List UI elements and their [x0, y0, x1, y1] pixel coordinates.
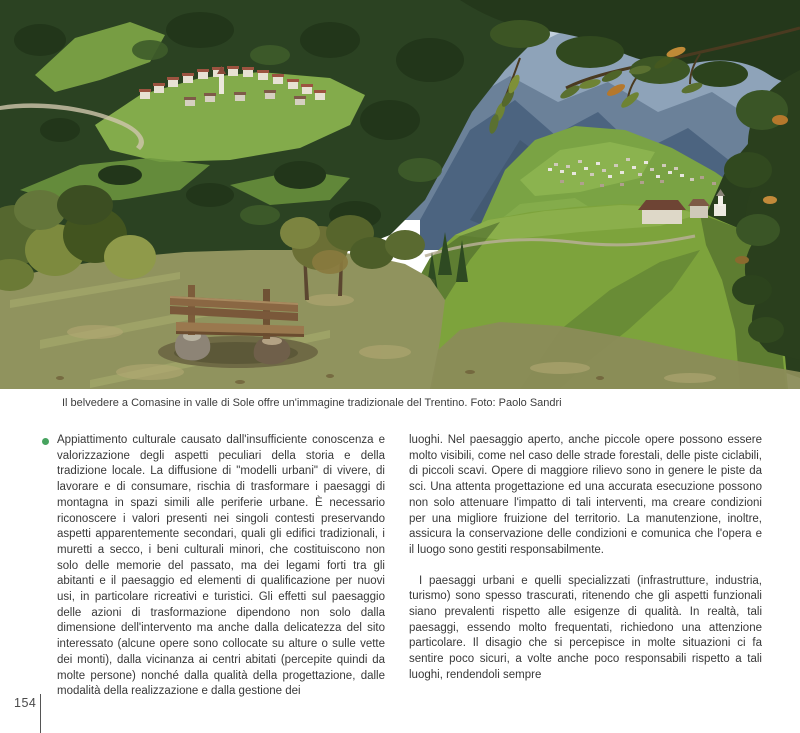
paragraph-open-landscape: luoghi. Nel paesaggio aperto, anche piccole opere possono essere molto visibili, come nel caso delle strade forestali, delle piste ciclabili, di piccoli scavi. Opere di maggiore rilievo sono in genere le piste da sci. Una attenta progettazione ed una accurata esecuzione possono non solo attenuare l'impatto di tali interventi, ma creare condizioni per una migliore fruizione del territorio. La manutenzione, inoltre, assicura la conservazione delle condizioni e comunica che l'opera e il luogo sono gestiti responsabilmente. — [409, 434, 762, 556]
left-column — [42, 433, 385, 700]
right-column — [409, 433, 762, 684]
bullet-icon — [42, 438, 49, 445]
photo-caption: Il belvedere a Comasine in valle di Sole offre un'immagine tradizionale del Trentino. Foto: Paolo Sandri — [62, 397, 562, 409]
bullet-item-text: Appiattimento culturale causato dall'insufficiente conoscenza e valorizzazione degli aspetti peculiari della storia e della tradizione locale. La diffusione di "modelli urbani" di vivere, di lavorare e di consumare, rischia di trasformare i paesaggi di montagna in spazi simili alle periferie urbane. È necessario riconoscere i valori presenti nei singoli contesti preservando aspetti apparentemente secondari, quali gli edifici tradizionali, i muretti a secco, i beni culturali minori, che costituiscono non solo delle memorie del passato, ma dei legami forti tra gli abitanti e il paesaggio ed elementi di qualificazione per nuovi usi, in particolare ricreativi e turistici. Gli effetti sul paesaggio delle azioni di trasformazione dipendono non solo dalla dimensione dell'intervento ma anche dalla delicatezza del sito interessato (alcune opere sono collocate su alture o sulle vette dei monti), dalla vicinanza ai centri abitati (percepite quindi da molte persone) nonché dalla qualità della progettazione, dalle modalità della realizzazione e dalla gestione dei — [57, 434, 385, 698]
paragraph-urban-landscapes: I paesaggi urbani e quelli specializzati (infrastrutture, industria, turismo) sono spesso trascurati, ritenendo che gli aspetti funzionali siano prevalenti rispetto alle esigenze di qualità. In realtà, tali paesaggi, essendo molto frequentati, richiedono una attenzione particolare. Il disagio che si percepisce in molte situazioni ci fa sentire poco sicuri, a volte anche poco responsabili rispetto a tali luoghi, rendendoli sempre — [409, 574, 762, 681]
page-number-rule — [40, 694, 41, 733]
page-number: 154 — [14, 696, 37, 710]
